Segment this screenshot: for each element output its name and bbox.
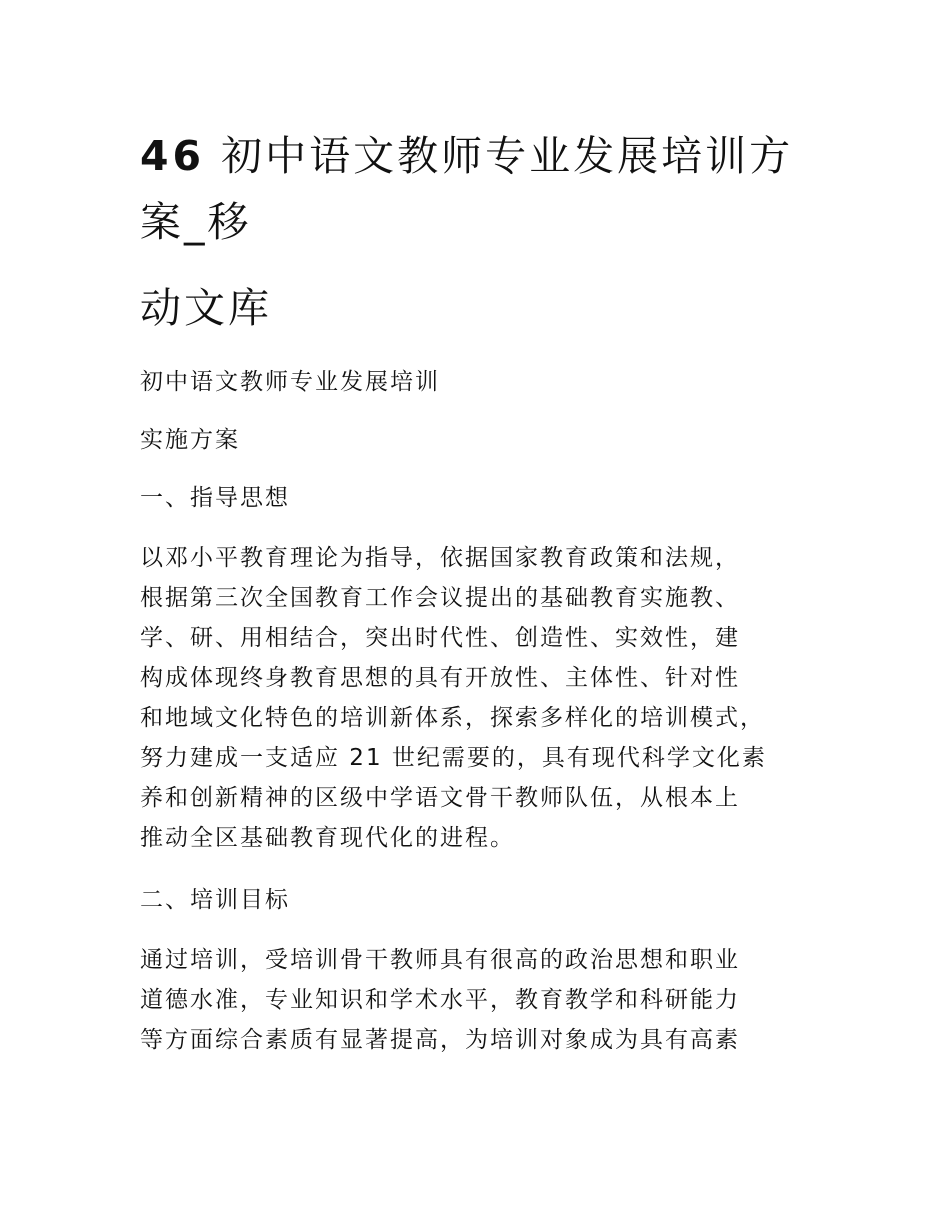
subtitle-line-2: 实施方案 <box>140 427 240 453</box>
paragraph-line: 努力建成一支适应 21 世纪需要的，具有现代科学文化素 <box>140 745 767 771</box>
paragraph-line: 根据第三次全国教育工作会议提出的基础教育实施教、 <box>140 585 740 611</box>
title-number: 46 <box>140 132 206 180</box>
paragraph-line: 以邓小平教育理论为指导，依据国家教育政策和法规， <box>140 545 740 571</box>
section-2-paragraph <box>140 940 820 1060</box>
subtitle-line-1: 初中语文教师专业发展培训 <box>140 369 440 395</box>
document-title-line-1 <box>140 122 820 190</box>
document-title-line-2: 案_移 <box>140 198 252 246</box>
section-2-heading: 二、培训目标 <box>140 887 290 913</box>
paragraph-line: 养和创新精神的区级中学语文骨干教师队伍，从根本上 <box>140 785 740 811</box>
section-1-paragraph <box>140 538 820 858</box>
document-title-line-3: 动文库 <box>140 284 272 332</box>
paragraph-line: 推动全区基础教育现代化的进程。 <box>140 825 515 851</box>
paragraph-line: 构成体现终身教育思想的具有开放性、主体性、针对性 <box>140 665 740 691</box>
paragraph-line: 道德水准，专业知识和学术水平，教育教学和科研能力 <box>140 987 740 1013</box>
paragraph-line: 通过培训，受培训骨干教师具有很高的政治思想和职业 <box>140 947 740 973</box>
title-text-1: 初中语文教师专业发展培训方 <box>221 132 794 180</box>
paragraph-line: 和地域文化特色的培训新体系，探索多样化的培训模式， <box>140 705 765 731</box>
paragraph-line: 等方面综合素质有显著提高，为培训对象成为具有高素 <box>140 1027 740 1053</box>
section-1-heading: 一、指导思想 <box>140 485 290 511</box>
paragraph-line: 学、研、用相结合，突出时代性、创造性、实效性，建 <box>140 625 740 651</box>
